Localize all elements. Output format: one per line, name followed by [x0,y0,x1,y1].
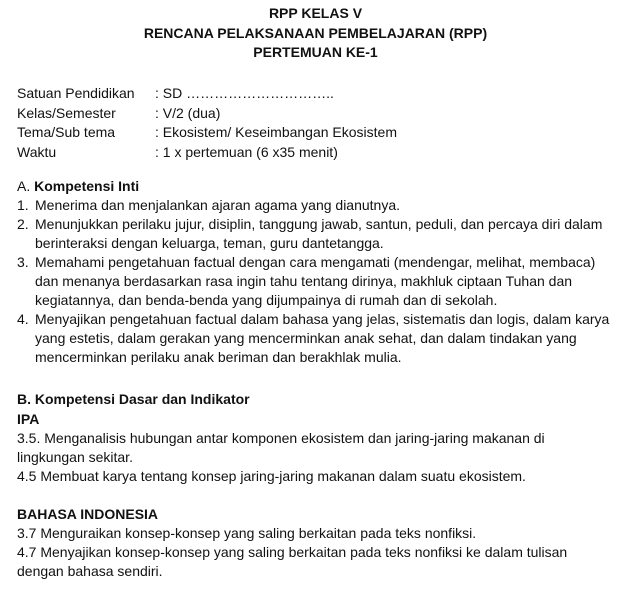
text-line: yang estetis, dalam gerakan yang mencerminkan anak sehat, dan dalam tindakan yang [35,330,577,346]
document-header [0,4,631,63]
identity-value: : Ekosistem/ Keseimbangan Ekosistem [155,124,397,140]
list-number: 4. [17,311,29,327]
list-text [35,253,627,310]
text-line: 4.7 Menyajikan konsep-konsep yang saling berkaitan pada teks nonfiksi ke dalam tulisan [17,544,568,560]
text-line: 3.7 Menguraikan konsep-konsep yang saling berkaitan pada teks nonfiksi. [17,525,477,541]
text-line: mencerminkan perilaku anak beriman dan berakhlak mulia. [35,349,402,365]
text-line: kegiatannya, dan benda-benda yang dijumpainya di rumah dan di sekolah. [35,292,498,308]
list-item [17,467,627,486]
list-text [35,196,627,215]
text-line: Menyajikan pengetahuan factual dalam bahasa yang jelas, sistematis dan logis, dalam karya [35,311,610,327]
text-line: dan menanya berdasarkan rasa ingin tahu tentang dirinya, makhluk ciptaan Tuhan dan [35,273,573,289]
text-line: berinteraksi dengan keluarga, teman, guru dantetangga. [35,235,384,251]
section-a-heading [17,176,627,196]
text-line: 3.5. Menganalisis hubungan antar komponen ekosistem dan jaring-jaring makanan di [17,430,545,446]
title-rpp: RENCANA PELAKSANAAN PEMBELAJARAN (RPP) [143,24,488,41]
list-number: 3. [17,254,29,270]
list-item [17,215,627,253]
list-item [17,543,627,581]
list-item [17,253,627,310]
identity-label: Waktu [17,143,57,160]
identity-value: : SD ………………………….. [155,85,334,101]
text-line: Menunjukkan perilaku jujur, disiplin, tanggung jawab, santun, peduli, dan percaya diri dalam [35,216,603,232]
list-text [35,310,627,367]
identity-row-class [17,104,397,124]
list-item [17,310,627,367]
text-line: dengan bahasa sendiri. [17,563,163,579]
section-core-competence [17,176,627,367]
text-line: Memahami pengetahuan factual dengan cara mengamati (mendengar, melihat, membaca) [35,254,596,270]
ipa-title: IPA [17,411,40,427]
identity-label: Tema/Sub tema [17,124,116,140]
identity-label: Kelas/Semester [17,104,116,121]
list-number: 2. [17,216,29,232]
identity-row-school [17,84,397,104]
core-competence-list [17,196,627,367]
text-line: 4.5 Membuat karya tentang konsep jaring-jaring makanan dalam suatu ekosistem. [17,468,526,484]
bahasa-title: BAHASA INDONESIA [17,506,159,522]
section-bahasa-indonesia [17,504,627,581]
identity-row-time [17,143,397,163]
text-line: lingkungan sekitar. [17,449,133,465]
list-text [35,215,627,253]
title-meeting: PERTEMUAN KE-1 [253,44,378,60]
list-item [17,429,627,467]
list-item [17,524,627,543]
list-number: 1. [17,197,29,213]
identity-value: : V/2 (dua) [155,104,221,121]
title-class: RPP KELAS V [268,5,363,21]
section-a-letter: A. [17,178,31,194]
identity-block [17,84,397,162]
text-line: Menerima dan menjalankan ajaran agama yang dianutnya. [35,197,401,213]
identity-value: : 1 x pertemuan (6 x35 menit) [155,143,338,160]
section-b-title: B. Kompetensi Dasar dan Indikator [17,391,250,407]
identity-label: Satuan Pendidikan [17,85,135,101]
section-a-title: Kompetensi Inti [34,178,140,194]
list-item [17,196,627,215]
section-basic-competence [17,389,627,486]
identity-row-theme [17,123,397,143]
